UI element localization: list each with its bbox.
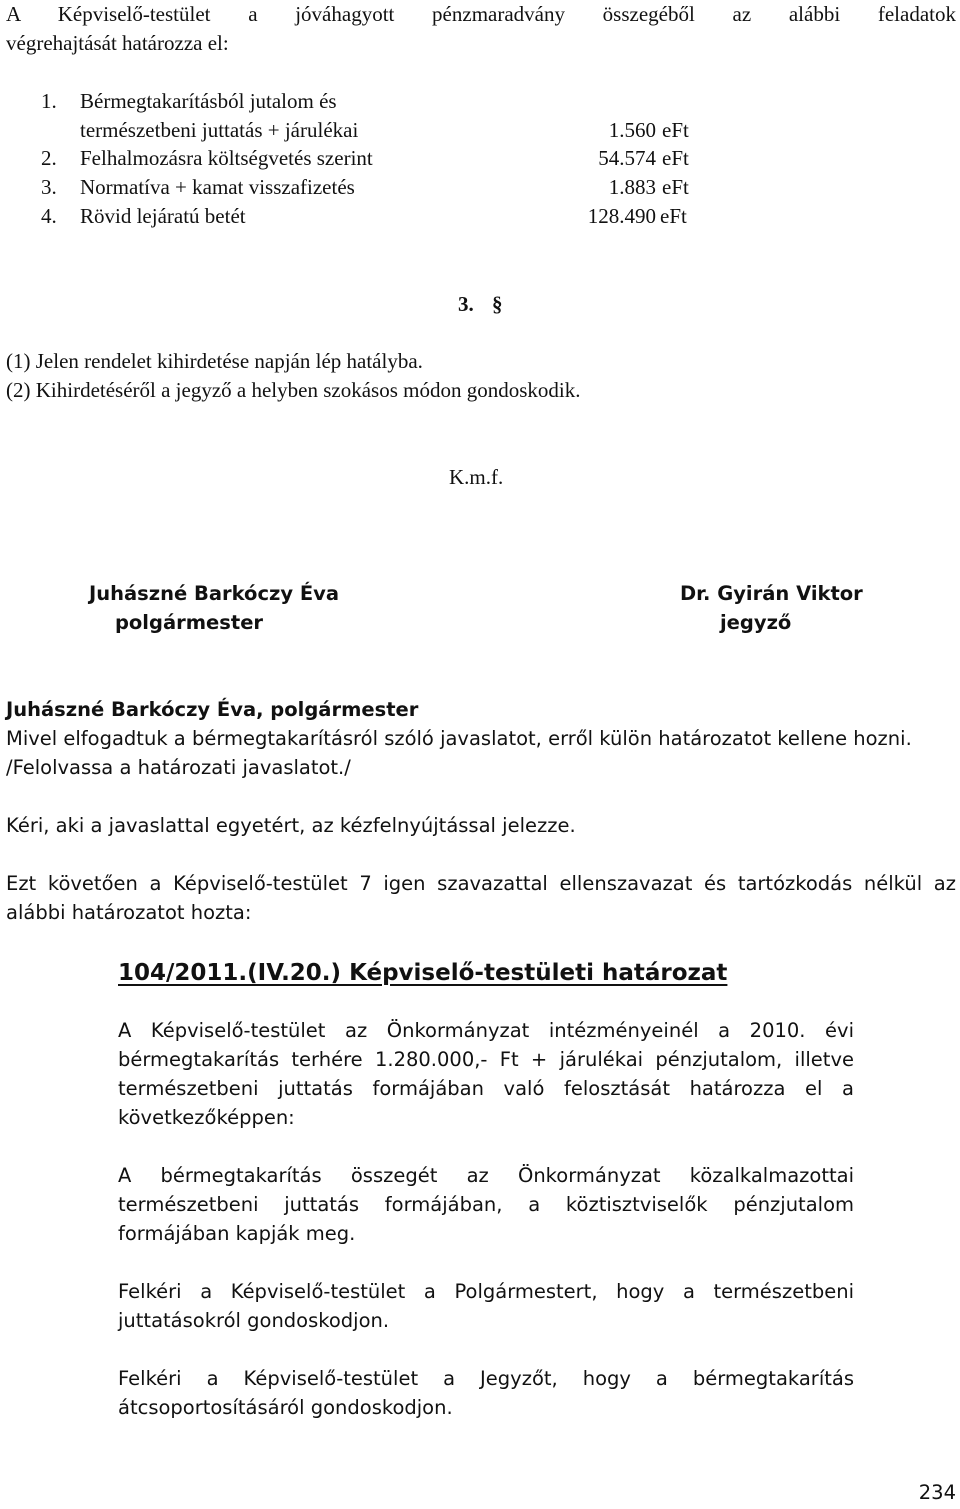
list-item-amount: 128.490	[587, 204, 656, 228]
list-item-unit: eFt	[662, 175, 689, 199]
resolution-p2-line-1: A bérmegtakarítás összegét az Önkormányzat közalkalmazottai	[118, 1164, 854, 1187]
section-para-2: (2) Kihirdetéséről a jegyző a helyben szokásos módon gondoskodik.	[6, 378, 581, 402]
resolution-p4-line-2: átcsoportosításáról gondoskodjon.	[118, 1396, 453, 1419]
list-item-number: 4.	[41, 204, 57, 228]
resolution-p2-line-2: természetbeni juttatás formájában, a köztisztviselők pénzjutalom	[118, 1193, 854, 1216]
list-item-1-text-line1: Bérmegtakarításból jutalom és	[80, 89, 337, 113]
resolution-p1-line-2: bérmegtakarítás terhére 1.280.000,- Ft + járulékai pénzjutalom, illetve	[118, 1048, 854, 1071]
list-item-text: Rövid lejáratú betét	[80, 204, 246, 228]
list-item-text: természetbeni juttatás + járulékai	[80, 118, 359, 142]
list-item-unit: eFt	[662, 146, 689, 170]
signature-left-name: Juhászné Barkóczy Éva	[88, 582, 340, 605]
resolution-p3-line-1: Felkéri a Képviselő-testület a Polgármestert, hogy a természetbeni	[118, 1280, 854, 1303]
resolution-p1-line-3: természetbeni juttatás formájában való felosztását határozza el a	[118, 1077, 854, 1100]
signature-right-title: jegyző	[720, 611, 792, 634]
list-item-amount: 1.883	[608, 175, 656, 199]
list-item-unit: eFt	[662, 118, 689, 142]
speech-line-1: Mivel elfogadtuk a bérmegtakarításról szóló javaslatot, erről külön határozatot kellene hozni.	[6, 727, 912, 750]
page-number: 234	[918, 1481, 956, 1504]
vote-line-2: alábbi határozatot hozta:	[6, 901, 252, 924]
list-item-amount: 1.560	[608, 118, 656, 142]
list-item-number: 1.	[41, 89, 57, 113]
list-item-amount: 54.574	[598, 146, 656, 170]
intro-line-1: A Képviselő-testület a jóváhagyott pénzmaradvány összegéből az alábbi feladatok	[6, 2, 956, 26]
section-symbol: §	[492, 292, 503, 316]
resolution-p1-line-4: következőképpen:	[118, 1106, 295, 1129]
list-item-text: Normatíva + kamat visszafizetés	[80, 175, 355, 199]
intro-line-2: végrehajtását határozza el:	[6, 31, 229, 55]
section-para-1: (1) Jelen rendelet kihirdetése napján lép hatályba.	[6, 349, 423, 373]
list-item-unit: eFt	[660, 204, 687, 228]
speaker: Juhászné Barkóczy Éva, polgármester	[6, 698, 419, 721]
resolution-title: 104/2011.(IV.20.) Képviselő-testületi határozat	[118, 960, 728, 986]
vote-line-1: Ezt követően a Képviselő-testület 7 igen szavazattal ellenszavazat és tartózkodás nélkül az	[6, 872, 956, 895]
resolution-p4-line-1: Felkéri a Képviselő-testület a Jegyzőt, hogy a bérmegtakarítás	[118, 1367, 854, 1390]
kmf: K.m.f.	[449, 465, 504, 489]
signature-right-name: Dr. Gyirán Viktor	[680, 582, 863, 605]
resolution-p3-line-2: juttatásokról gondoskodjon.	[118, 1309, 390, 1332]
speech-line-3: Kéri, aki a javaslattal egyetért, az kézfelnyújtással jelezze.	[6, 814, 576, 837]
list-item-number: 2.	[41, 146, 57, 170]
signature-left-title: polgármester	[114, 611, 264, 634]
list-item-3	[0, 173, 960, 202]
list-item-2	[0, 144, 960, 173]
resolution-p1-line-1: A Képviselő-testület az Önkormányzat intézményeinél a 2010. évi	[118, 1019, 854, 1042]
list-item-1-main	[0, 116, 960, 145]
list-item-1	[0, 87, 960, 116]
speech-line-2: /Felolvassa a határozati javaslatot./	[6, 756, 351, 779]
list-item-4	[0, 202, 960, 231]
resolution-p2-line-3: formájában kapják meg.	[118, 1222, 356, 1245]
list-item-number: 3.	[41, 175, 57, 199]
section-number: 3.	[458, 292, 474, 316]
list-item-text: Felhalmozásra költségvetés szerint	[80, 146, 373, 170]
